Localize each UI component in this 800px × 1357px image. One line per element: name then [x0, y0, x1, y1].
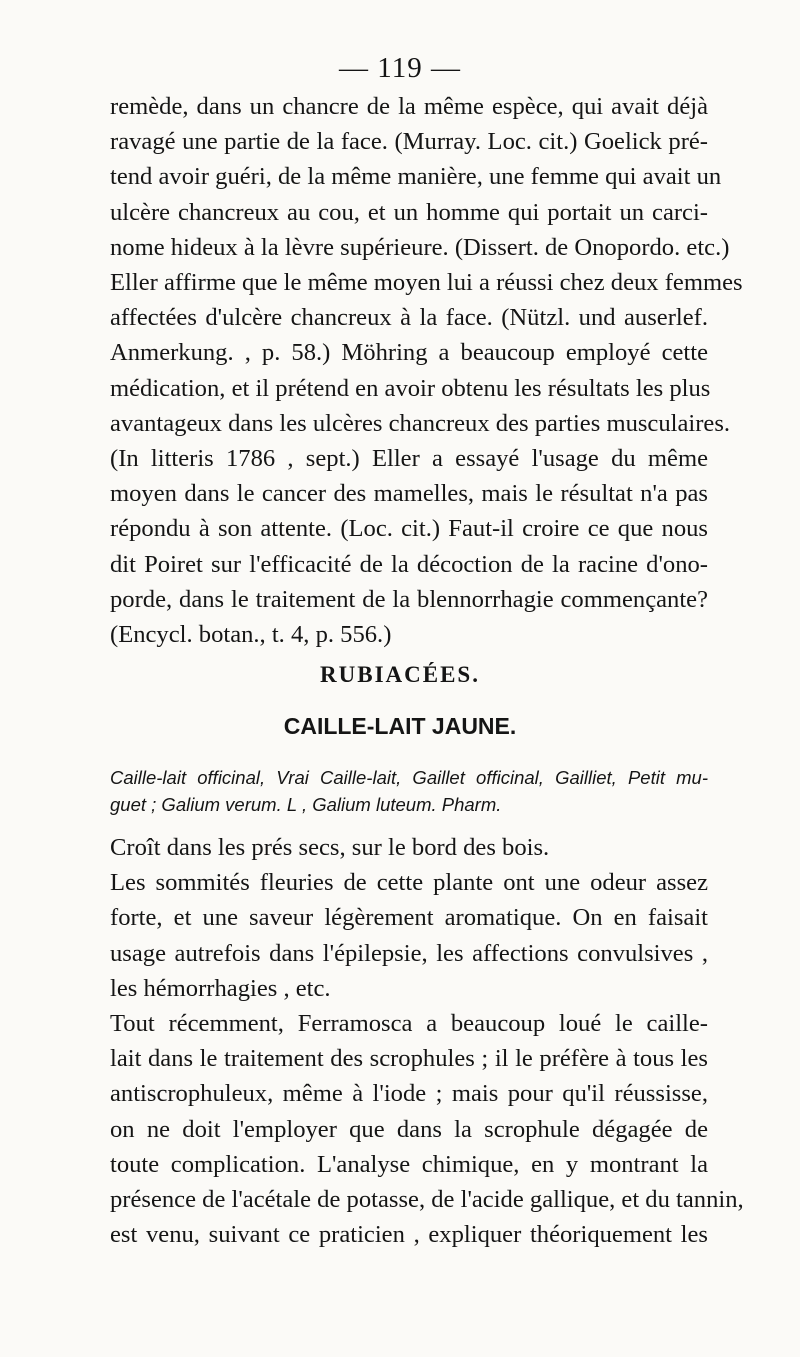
text-line: (In litteris 1786 , sept.) Eller a essayé l'usage du même [110, 445, 708, 473]
text-line: moyen dans le cancer des mamelles, mais le résultat n'a pas [110, 480, 708, 508]
text-line: on ne doit l'employer que dans la scrophule dégagée de [110, 1115, 708, 1143]
synonym-line: guet ; Galium verum. L , Galium luteum. Pharm. [110, 794, 502, 815]
text-line: ravagé une partie de la face. (Murray. Loc. cit.) Goelick pré- [110, 128, 708, 156]
text-line: antiscrophuleux, même à l'iode ; mais pour qu'il réussisse, [110, 1080, 708, 1108]
text-line: (Encycl. botan., t. 4, p. 556.) [110, 621, 392, 649]
text-line: ulcère chancreux au cou, et un homme qui portait un carci- [110, 198, 708, 226]
page-number: — 119 — [339, 52, 461, 84]
synonyms-block [110, 764, 708, 818]
text-line: porde, dans le traitement de la blennorrhagie commençante? [110, 585, 708, 613]
text-line: Les sommités fleuries de cette plante ont une odeur assez [110, 869, 708, 897]
text-line: est venu, suivant ce praticien , expliquer théoriquement les [110, 1221, 708, 1249]
text-line: Eller affirme que le même moyen lui a réussi chez deux femmes [110, 269, 743, 297]
paragraph-continuation [110, 89, 743, 652]
section-heading: RUBIACÉES. [320, 662, 480, 687]
text-line: Anmerkung. , p. 58.) Möhring a beaucoup employé cette [110, 339, 708, 367]
text-line: Croît dans les prés secs, sur le bord des bois. [110, 834, 550, 861]
synonym-line: Caille-lait officinal, Vrai Caille-lait, Gaillet officinal, Gailliet, Petit mu- [110, 767, 708, 788]
text-line: nome hideux à la lèvre supérieure. (Dissert. de Onopordo. etc.) [110, 233, 730, 261]
text-line: remède, dans un chancre de la même espèce, qui avait déjà [110, 93, 708, 120]
text-line: toute complication. L'analyse chimique, en y montrant la [110, 1150, 708, 1178]
text-line: tend avoir guéri, de la même manière, une femme qui avait un [110, 163, 722, 191]
plant-description [110, 830, 744, 1252]
text-line: médication, et il prétend en avoir obtenu les résultats les plus [110, 374, 711, 402]
text-line: usage autrefois dans l'épilepsie, les affections convulsives , [110, 939, 708, 967]
text-line: les hémorrhagies , etc. [110, 974, 331, 1002]
text-line: Tout récemment, Ferramosca a beaucoup loué le caille- [110, 1010, 708, 1038]
text-line: présence de l'acétale de potasse, de l'acide gallique, et du tannin, [110, 1186, 744, 1214]
text-line: lait dans le traitement des scrophules ; il le préfère à tous les [110, 1045, 708, 1073]
text-line: répondu à son attente. (Loc. cit.) Faut-il croire ce que nous [110, 515, 708, 543]
text-line: forte, et une saveur légèrement aromatique. On en faisait [110, 904, 708, 932]
text-line: avantageux dans les ulcères chancreux des parties musculaires. [110, 409, 731, 437]
plant-title: CAILLE-LAIT JAUNE. [283, 713, 517, 739]
text-line: dit Poiret sur l'efficacité de la décoction de la racine d'ono- [110, 550, 708, 578]
text-line: affectées d'ulcère chancreux à la face. (Nützl. und auserlef. [110, 304, 708, 332]
